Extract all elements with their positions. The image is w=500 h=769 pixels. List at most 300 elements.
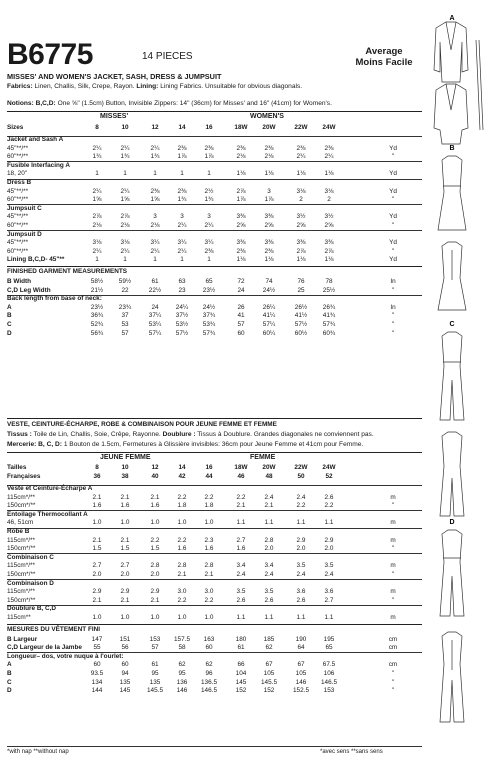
value-cell: 1	[180, 170, 184, 178]
mercerie-text: 1 Bouton de 1.5cm, Fermetures à Glissière invisibles: 36cm pour Jeune Femme et 41cm pour Femme.	[63, 441, 364, 448]
size-cell: 8	[95, 464, 99, 471]
value-cell: 2¼	[120, 247, 130, 255]
lining-label: Lining:	[136, 83, 159, 90]
value-cell: 1.1	[324, 519, 334, 527]
finished-row-fr	[7, 687, 422, 696]
unit-cell: "	[391, 596, 395, 604]
value-cell: 153	[149, 635, 161, 643]
value-cell: 2.1	[92, 536, 102, 544]
value-cell: 2.4	[264, 571, 274, 578]
yardage-row-fr	[7, 614, 422, 623]
value-cell: 58½	[90, 278, 104, 285]
value-cell: 1.0	[204, 519, 214, 527]
value-cell: 37	[121, 312, 129, 320]
value-cell: 2.9	[150, 588, 160, 596]
value-cell: 2¼	[177, 222, 187, 229]
rating-en: Average	[365, 46, 403, 57]
value-cell: 2¼	[92, 144, 102, 152]
row-label: Jacket and Sash A	[7, 136, 64, 143]
unit-cell: "	[391, 687, 395, 695]
value-cell: 3⅛	[120, 239, 130, 247]
unit-cell: In	[390, 278, 396, 285]
size-cell: 48	[265, 473, 273, 480]
value-cell: 1	[207, 256, 211, 264]
value-cell: 1.1	[296, 519, 306, 527]
value-cell: 1.6	[150, 502, 160, 510]
value-cell: 2.4	[264, 493, 274, 501]
value-cell: 2⅜	[177, 144, 187, 152]
value-cell: 2.1	[120, 596, 130, 604]
value-cell: 1⅛	[236, 256, 246, 264]
value-cell: 2.7	[92, 562, 102, 570]
row-label: 46, 51cm	[7, 519, 34, 527]
size-cell: 18W	[234, 124, 248, 131]
mercerie-note	[7, 441, 363, 448]
value-cell: 26	[237, 303, 245, 311]
title-fr: VESTE, CEINTURE-ÉCHARPE, ROBE & COMBINAISON POUR JEUNE FEMME ET FEMME	[7, 421, 277, 428]
value-cell: 2.2	[324, 502, 334, 510]
sketch-letter-d: D	[449, 519, 455, 526]
unit-cell: Yd	[389, 170, 397, 178]
unit-cell: "	[391, 502, 395, 510]
value-cell: 3⅜	[236, 213, 246, 221]
fabrics-text: Linen, Challis, Silk, Crepe, Rayon.	[34, 83, 135, 90]
notions-text: One ⅝" (1.5cm) Button, Invisible Zippers: 14" (36cm) for Misses' and 16" (41cm) for Women's.	[57, 100, 332, 107]
value-cell: 2.3	[204, 536, 214, 544]
value-cell: 61	[151, 278, 159, 285]
value-cell: 55	[93, 644, 101, 652]
row-label: C	[7, 321, 12, 328]
value-cell: 2.0	[264, 545, 274, 553]
value-cell: 146.5	[201, 687, 217, 695]
value-cell: 2⅞	[296, 247, 306, 255]
value-cell: 59½	[118, 278, 132, 285]
row-label: C,D Largeur de la Jambe	[7, 644, 82, 652]
value-cell: 1.1	[236, 519, 246, 527]
row-label: B	[7, 312, 12, 320]
unit-cell: Yd	[389, 256, 397, 264]
row-label: Jumpsuit D	[7, 230, 42, 238]
value-cell: 2½	[204, 187, 214, 195]
value-cell: 2.1	[236, 502, 246, 510]
value-cell: 78	[325, 278, 333, 285]
row-label: Combinaison C	[7, 553, 54, 561]
value-cell: 1.6	[120, 502, 130, 510]
misses-group-label: MISSES'	[100, 113, 129, 120]
size-cell: 8	[95, 124, 99, 131]
value-cell: 2.0	[296, 545, 306, 553]
value-cell: 3¼	[150, 239, 160, 247]
value-cell: 105	[295, 670, 307, 677]
size-cell: 18W	[234, 464, 248, 471]
value-cell: 1.5	[150, 545, 160, 553]
unit-cell: "	[391, 329, 395, 337]
value-cell: 60¾	[322, 329, 336, 337]
value-cell: 3⅛	[296, 187, 306, 195]
value-cell: 2¼	[204, 222, 214, 229]
value-cell: 1	[153, 256, 157, 264]
value-cell: 56	[121, 644, 129, 652]
value-cell: 1	[95, 256, 99, 264]
value-cell: 60½	[294, 329, 308, 337]
value-cell: 3¼	[177, 239, 187, 247]
value-cell: 163	[203, 635, 215, 643]
value-cell: 60	[237, 329, 245, 337]
garment-sketches	[422, 10, 500, 760]
pieces-count: 14 PIECES	[142, 51, 193, 62]
value-cell: 2¼	[324, 153, 334, 161]
value-cell: 1.0	[150, 614, 160, 621]
row-label: 150cm*/**	[7, 571, 36, 578]
value-cell: 67	[265, 661, 273, 669]
value-cell: 64	[297, 644, 305, 652]
value-cell: 2.9	[120, 588, 130, 596]
value-cell: 57¼	[148, 329, 162, 337]
row-label: 115cm*/**	[7, 493, 35, 501]
value-cell: 1.0	[120, 519, 130, 527]
row-label: D	[7, 329, 12, 337]
value-cell: 3	[207, 213, 211, 221]
value-cell: 2.0	[120, 571, 130, 578]
value-cell: 2⅜	[264, 247, 274, 255]
value-cell: 3	[153, 213, 157, 221]
tissus-text: Toile de Lin, Challis, Soie, Crêpe, Rayonne.	[33, 431, 161, 438]
value-cell: 152.5	[293, 687, 309, 695]
finished-title-fr: MESURES DU VÊTEMENT FINI	[7, 625, 101, 633]
value-cell: 56¾	[90, 329, 104, 337]
value-cell: 1⅛	[236, 170, 246, 178]
fabrics-label: Fabrics:	[7, 83, 33, 90]
title-en: MISSES' AND WOMEN'S JACKET, SASH, DRESS & JUMPSUIT	[7, 72, 222, 81]
value-cell: 1⅞	[177, 153, 187, 161]
value-cell: 24	[151, 303, 159, 311]
sketch-letter-b: B	[449, 145, 455, 152]
size-cell: 12	[151, 464, 159, 471]
value-cell: 3.4	[264, 562, 274, 570]
size-cell: 40	[151, 473, 159, 480]
value-cell: 3	[180, 213, 184, 221]
value-cell: 190	[295, 635, 307, 643]
value-cell: 1.0	[92, 614, 102, 621]
value-cell: 153	[323, 687, 335, 695]
value-cell: 2.2	[204, 493, 214, 501]
row-label: Veste et Ceinture-Écharpe A	[7, 485, 93, 492]
value-cell: 2.6	[324, 493, 334, 501]
row-label: 60"**/**	[7, 196, 29, 204]
value-cell: 1	[153, 170, 157, 178]
value-cell: 67.5	[322, 661, 336, 669]
value-cell: 2¼	[150, 144, 160, 152]
unit-cell: cm	[388, 635, 398, 643]
value-cell: 1.0	[177, 519, 187, 527]
value-cell: 1	[123, 170, 127, 178]
row-label: Combinaison D	[7, 579, 54, 587]
value-cell: 2.6	[264, 596, 274, 604]
value-cell: 1.1	[264, 519, 274, 527]
value-cell: 37½	[175, 312, 189, 320]
pattern-code: B6775	[7, 38, 93, 71]
value-cell: 2.6	[236, 596, 246, 604]
value-cell: 106	[323, 670, 335, 677]
value-cell: 57½	[175, 329, 189, 337]
unit-cell: m	[390, 493, 396, 501]
sketch-letter-a: A	[449, 15, 455, 22]
value-cell: 3.6	[296, 588, 306, 596]
value-cell: 3⅜	[264, 239, 274, 247]
value-cell: 146	[176, 687, 188, 695]
value-cell: 2¼	[120, 187, 130, 195]
jacket-sketch	[434, 22, 483, 144]
value-cell: 2⅜	[236, 247, 246, 255]
row-label: D	[7, 687, 12, 695]
value-cell: 25½	[322, 286, 336, 294]
unit-cell: "	[391, 196, 395, 204]
value-cell: 53½	[175, 321, 189, 328]
row-label: 45"**/**	[7, 144, 29, 152]
value-cell: 2.2	[177, 536, 187, 544]
value-cell: 2⅛	[92, 222, 102, 229]
value-cell: 1⅛	[296, 170, 306, 178]
value-cell: 2.1	[150, 493, 160, 501]
value-cell: 2.9	[324, 536, 334, 544]
value-cell: 144	[91, 687, 103, 695]
value-cell: 1	[123, 256, 127, 264]
row-label: Tailles	[7, 464, 27, 471]
value-cell: 1⅝	[150, 196, 160, 204]
value-cell: 57¼	[262, 321, 276, 328]
value-cell: 57	[237, 321, 245, 328]
value-cell: 3⅛	[92, 239, 102, 247]
unit-cell: m	[390, 536, 396, 544]
finished-title-en: FINISHED GARMENT MEASUREMENTS	[7, 268, 128, 275]
value-cell: 2⅜	[264, 144, 274, 152]
value-cell: 2⅛	[150, 222, 160, 229]
value-cell: 24½	[202, 303, 216, 311]
row-label: 45"**/**	[7, 213, 29, 221]
row-label: Jumpsuit C	[7, 204, 42, 212]
value-cell: 2.4	[296, 571, 306, 578]
value-cell: 3.5	[324, 562, 334, 570]
size-cell: 52	[325, 473, 333, 480]
value-cell: 37¼	[148, 312, 162, 320]
value-cell: 24¼	[175, 303, 189, 311]
value-cell: 2.7	[120, 562, 130, 570]
value-cell: 146	[295, 678, 307, 686]
unit-cell: "	[391, 286, 395, 294]
value-cell: 37¾	[202, 312, 216, 320]
row-label: 45"**/**	[7, 239, 29, 247]
value-cell: 2.2	[150, 536, 160, 544]
value-cell: 2.6	[296, 596, 306, 604]
size-cell: 24W	[322, 464, 336, 471]
value-cell: 136.5	[201, 678, 217, 686]
value-cell: 2⅜	[204, 144, 214, 152]
womens-group-label: WOMEN'S	[250, 113, 284, 120]
value-cell: 95	[151, 670, 159, 677]
value-cell: 3.0	[204, 588, 214, 596]
value-cell: 2⅛	[236, 153, 246, 161]
size-cell: 22W	[294, 124, 308, 131]
size-cell: 20W	[262, 464, 276, 471]
value-cell: 1⅛	[324, 170, 334, 178]
value-cell: 2⅜	[324, 144, 334, 152]
value-cell: 1.6	[236, 545, 246, 553]
value-cell: 2¼	[296, 153, 306, 161]
value-cell: 2⅜	[204, 247, 214, 255]
row-label: C	[7, 678, 12, 686]
row-divider	[7, 746, 422, 747]
value-cell: 1	[180, 256, 184, 264]
value-cell: 2⅞	[120, 213, 130, 221]
row-divider	[7, 266, 422, 267]
value-cell: 145.5	[261, 678, 277, 686]
value-cell: 3⅜	[236, 239, 246, 247]
value-cell: 1⅛	[296, 256, 306, 264]
value-cell: 1¾	[204, 196, 214, 204]
row-label: A	[7, 303, 12, 311]
value-cell: 2¼	[92, 247, 102, 255]
size-cell: 14	[178, 464, 186, 471]
notions-note	[7, 100, 332, 107]
value-cell: 2.9	[296, 536, 306, 544]
value-cell: 2¼	[92, 187, 102, 195]
section-divider	[7, 418, 422, 419]
value-cell: 36¾	[90, 312, 104, 320]
value-cell: 2.8	[177, 562, 187, 570]
unit-cell: Yd	[389, 239, 397, 247]
value-cell: 185	[263, 635, 275, 643]
value-cell: 22½	[148, 286, 162, 294]
french-sizes-row	[7, 473, 422, 482]
value-cell: 1.5	[92, 545, 102, 553]
value-cell: 1.0	[120, 614, 130, 621]
value-cell: 105	[263, 670, 275, 677]
doublure-label: Doublure :	[162, 431, 196, 438]
value-cell: 2.8	[150, 562, 160, 570]
value-cell: 2.1	[264, 502, 274, 510]
row-label: 115cm*/**	[7, 536, 35, 544]
value-cell: 3.0	[177, 588, 187, 596]
unit-cell: "	[391, 571, 395, 578]
value-cell: 2⅞	[324, 247, 334, 255]
value-cell: 2⅜	[296, 144, 306, 152]
row-label: 150cm*/**	[7, 502, 36, 510]
value-cell: 152	[263, 687, 275, 695]
unit-cell: m	[390, 562, 396, 570]
size-cell: 10	[121, 124, 129, 131]
unit-cell: "	[391, 222, 395, 229]
value-cell: 2.1	[177, 571, 187, 578]
size-cell: 24W	[322, 124, 336, 131]
row-label: Lining B,C,D- 45"**	[7, 256, 65, 264]
unit-cell: "	[391, 678, 395, 686]
value-cell: 96	[205, 670, 213, 677]
value-cell: 24	[237, 286, 245, 294]
value-cell: 26½	[294, 303, 308, 311]
value-cell: 57¾	[322, 321, 336, 328]
value-cell: 23½	[202, 286, 216, 294]
value-cell: 62	[205, 661, 213, 669]
tailles-row	[7, 464, 422, 473]
value-cell: 1.1	[264, 614, 274, 621]
value-cell: 21½	[90, 286, 104, 294]
unit-cell: "	[391, 321, 395, 328]
value-cell: 95	[178, 670, 186, 677]
jeune-femme-group-label: JEUNE FEMME	[100, 454, 151, 461]
value-cell: 2.8	[264, 536, 274, 544]
jumpsuit-c-sketch	[440, 332, 464, 516]
value-cell: 2.0	[324, 545, 334, 553]
value-cell: 3.5	[236, 588, 246, 596]
value-cell: 1.0	[177, 614, 187, 621]
size-cell: 12	[151, 124, 159, 131]
value-cell: 2.8	[204, 562, 214, 570]
value-cell: 151	[119, 635, 131, 643]
row-label: Doublure B, C,D	[7, 605, 56, 613]
value-cell: 2.4	[324, 571, 334, 578]
row-label: Sizes	[7, 124, 24, 131]
value-cell: 76	[297, 278, 305, 285]
value-cell: 41¾	[322, 312, 336, 320]
row-label: B	[7, 670, 12, 677]
unit-cell: "	[391, 312, 395, 320]
value-cell: 3⅛	[324, 187, 334, 195]
row-label: B Largeur	[7, 635, 38, 643]
sizes-row-en	[7, 124, 422, 133]
row-divider	[7, 452, 422, 453]
unit-cell: Yd	[389, 144, 397, 152]
value-cell: 23¾	[118, 303, 132, 311]
value-cell: 1⅛	[264, 256, 274, 264]
unit-cell: "	[391, 545, 395, 553]
unit-cell: cm	[388, 644, 398, 652]
value-cell: 2.7	[324, 596, 334, 604]
value-cell: 26¼	[262, 303, 276, 311]
value-cell: 41¼	[262, 312, 276, 320]
value-cell: 1⅞	[236, 196, 246, 204]
value-cell: 2.1	[120, 493, 130, 501]
value-cell: 145	[119, 687, 131, 695]
row-label: Françaises	[7, 473, 41, 480]
value-cell: 195	[323, 635, 335, 643]
value-cell: 23½	[90, 303, 104, 311]
finished-row-en	[7, 330, 422, 339]
value-cell: 53¼	[148, 321, 162, 328]
size-cell: 10	[121, 464, 129, 471]
value-cell: 72	[237, 278, 245, 285]
value-cell: 1.8	[177, 502, 187, 510]
value-cell: 67	[297, 661, 305, 669]
row-label: 18, 20"	[7, 170, 28, 178]
value-cell: 62	[178, 661, 186, 669]
size-cell: 38	[121, 473, 129, 480]
value-cell: 3½	[296, 213, 306, 221]
row-label: Longueur– dos, votre nuque à l'ourlet:	[7, 652, 124, 660]
value-cell: 2.9	[92, 588, 102, 596]
value-cell: 2.1	[92, 493, 102, 501]
value-cell: 26¾	[322, 303, 336, 311]
size-cell: 50	[297, 473, 305, 480]
value-cell: 66	[237, 661, 245, 669]
value-cell: 2⅞	[92, 213, 102, 221]
row-label: 115cm*/**	[7, 588, 35, 596]
value-cell: 2	[327, 196, 331, 204]
value-cell: 1.1	[236, 614, 246, 621]
value-cell: 2⅛	[264, 153, 274, 161]
tissus-label: Tissus :	[7, 431, 32, 438]
value-cell: 2.2	[296, 502, 306, 510]
row-label: Fusible Interfacing A	[7, 161, 70, 169]
